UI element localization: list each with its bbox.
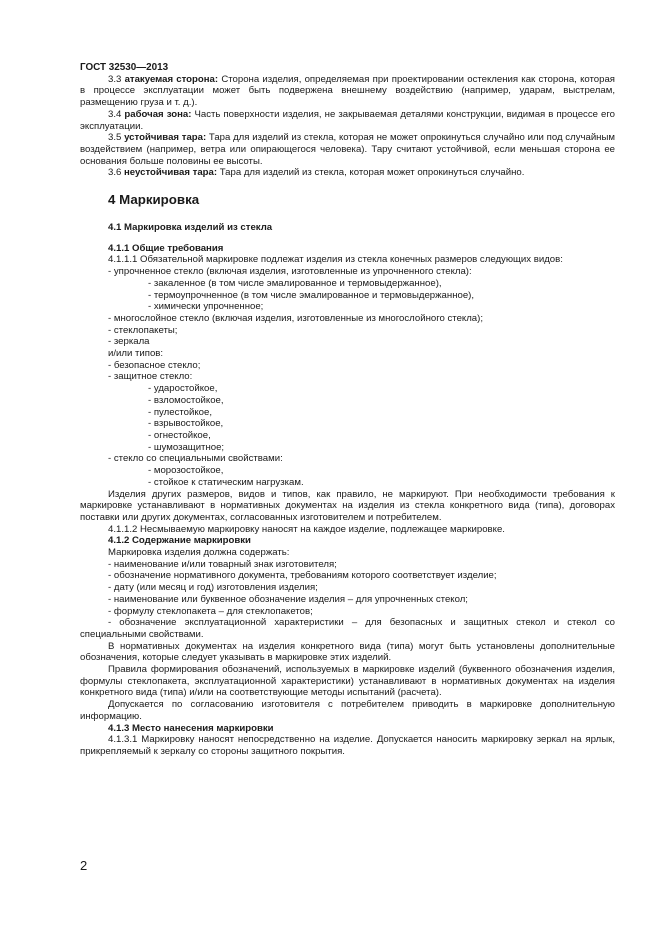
definition-number: 3.6 <box>108 167 122 179</box>
list-item: - огнестойкое, <box>148 429 211 441</box>
marking-content-list <box>80 559 615 618</box>
list-item: - многослойное стекло (включая изделия, изготовленные из многослойного стекла); <box>108 312 484 324</box>
glass-types-list <box>80 266 615 488</box>
list-item: - ударостойкое, <box>148 383 218 395</box>
list-item: - стекло со специальными свойствами: <box>108 453 283 465</box>
definition-3-5 <box>80 132 615 167</box>
subsection-title-4-1-1: 4.1.1 Общие требования <box>108 242 224 254</box>
list-item: - термоупрочненное (в том числе эмалированное и термовыдержанное), <box>148 289 475 301</box>
list-item: - взломостойкое, <box>148 394 224 406</box>
subsection-title-4-1: 4.1 Маркировка изделий из стекла <box>108 222 273 234</box>
definition-text: Сторона изделия, определяемая при проектировании остекления как сторона, которая в процессе эксплуатации может быть подвержена внешнему воздействию (например, ударам, выстрелам, размещению груза и т. д.). <box>80 73 615 109</box>
list-item: - наименование или буквенное обозначение изделия – для упрочненных стекол; <box>108 593 468 605</box>
document-page <box>80 62 615 758</box>
definition-term: неустойчивая тара: <box>124 167 218 179</box>
list-item: - наименование и/или товарный знак изготовителя; <box>108 558 337 570</box>
list-item: и/или типов: <box>108 348 164 360</box>
definition-3-4 <box>80 109 615 132</box>
paragraph-marking-content: Маркировка изделия должна содержать: <box>108 547 290 559</box>
list-item: - морозостойкое, <box>148 465 224 477</box>
list-item: - безопасное стекло; <box>108 359 201 371</box>
definitions-block <box>80 74 615 179</box>
definition-3-6 <box>80 167 615 179</box>
paragraph-4-1-1-1: 4.1.1.1 Обязательной маркировке подлежат изделия из стекла конечных размеров следующих видов: <box>108 254 563 266</box>
definition-term: устойчивая тара: <box>124 132 207 144</box>
paragraph-rules: Правила формирования обозначений, используемых в маркировке изделий (буквенного обозначения изделия, формулы стеклопакета, эксплуатационной характеристики) устанавливают в нормативных документах на изделия конкретного вида (типа) и/или на соответствующие методы испытаний (расчета). <box>80 664 615 699</box>
definition-number: 3.5 <box>108 132 122 144</box>
list-item: - стойкое к статическим нагрузкам. <box>148 476 304 488</box>
list-item: - стеклопакеты; <box>108 324 178 336</box>
definition-text: Тара для изделий из стекла, которая может опрокинуться случайно. <box>219 167 525 179</box>
subsection-title-4-1-2: 4.1.2 Содержание маркировки <box>108 535 251 547</box>
list-item: - упрочненное стекло (включая изделия, изготовленные из упрочненного стекла): <box>108 266 472 278</box>
list-item: - взрывостойкое, <box>148 418 224 430</box>
paragraph-4-1-1-2: 4.1.1.2 Несмываемую маркировку наносят на каждое изделие, подлежащее маркировке. <box>108 523 505 535</box>
definition-number: 3.3 <box>108 73 122 85</box>
paragraph-allowed: Допускается по согласованию изготовителя с потребителем приводить в маркировке дополнительную информацию. <box>80 699 615 722</box>
list-item: - защитное стекло: <box>108 371 193 383</box>
section-title: 4 Маркировка <box>108 192 200 208</box>
definition-number: 3.4 <box>108 108 122 120</box>
list-item: - закаленное (в том числе эмалированное и термовыдержанное), <box>148 277 442 289</box>
paragraph-other-products: Изделия других размеров, видов и типов, как правило, не маркируют. При необходимости требования к маркировке устанавливают в нормативных документах на изделия из стекла конкретного вида (типа), договорах поставки или других документах, согласованных изготовителем и потребителем. <box>80 488 615 523</box>
list-item: - формулу стеклопакета – для стеклопакетов; <box>108 605 313 617</box>
list-item: - дату (или месяц и год) изготовления изделия; <box>108 582 318 594</box>
definition-term: атакуемая сторона: <box>124 73 219 85</box>
list-item: - пулестойкое, <box>148 406 212 418</box>
subsection-title-4-1-3: 4.1.3 Место нанесения маркировки <box>108 722 274 734</box>
page-number: 2 <box>80 858 88 873</box>
definition-text: Тара для изделий из стекла, которая не может опрокинуться случайно или под случайным воздействием (например, ветра или опирающегося человека). Тару считают устойчивой, если меньшая сторона ее основания больше половины ее высоты. <box>80 132 615 167</box>
list-item: - химически упрочненное; <box>148 301 264 313</box>
paragraph-4-1-3-1: 4.1.3.1 Маркировку наносят непосредственно на изделие. Допускается наносить маркировку зеркал на ярлык, прикрепляемый к зеркалу со стороны защитного покрытия. <box>80 734 615 757</box>
definition-term: рабочая зона: <box>124 108 192 120</box>
standard-header: ГОСТ 32530—2013 <box>80 62 169 73</box>
list-item-last: - обозначение эксплуатационной характеристики – для безопасных и защитных стекол и стекол со специальными свойствами. <box>80 617 615 640</box>
paragraph-normative-docs: В нормативных документах на изделия конкретного вида (типа) могут быть установлены дополнительные обозначения, которые следует указывать в маркировке этих изделий. <box>80 640 615 664</box>
definition-3-3 <box>80 74 615 109</box>
list-item: - шумозащитное; <box>148 441 225 453</box>
list-item: - обозначение нормативного документа, требованиям которого соответствует изделие; <box>108 570 497 582</box>
list-item: - зеркала <box>108 336 150 348</box>
definition-text: Часть поверхности изделия, не закрываемая деталями конструкции, видимая в процессе его эксплуатации. <box>80 108 615 132</box>
